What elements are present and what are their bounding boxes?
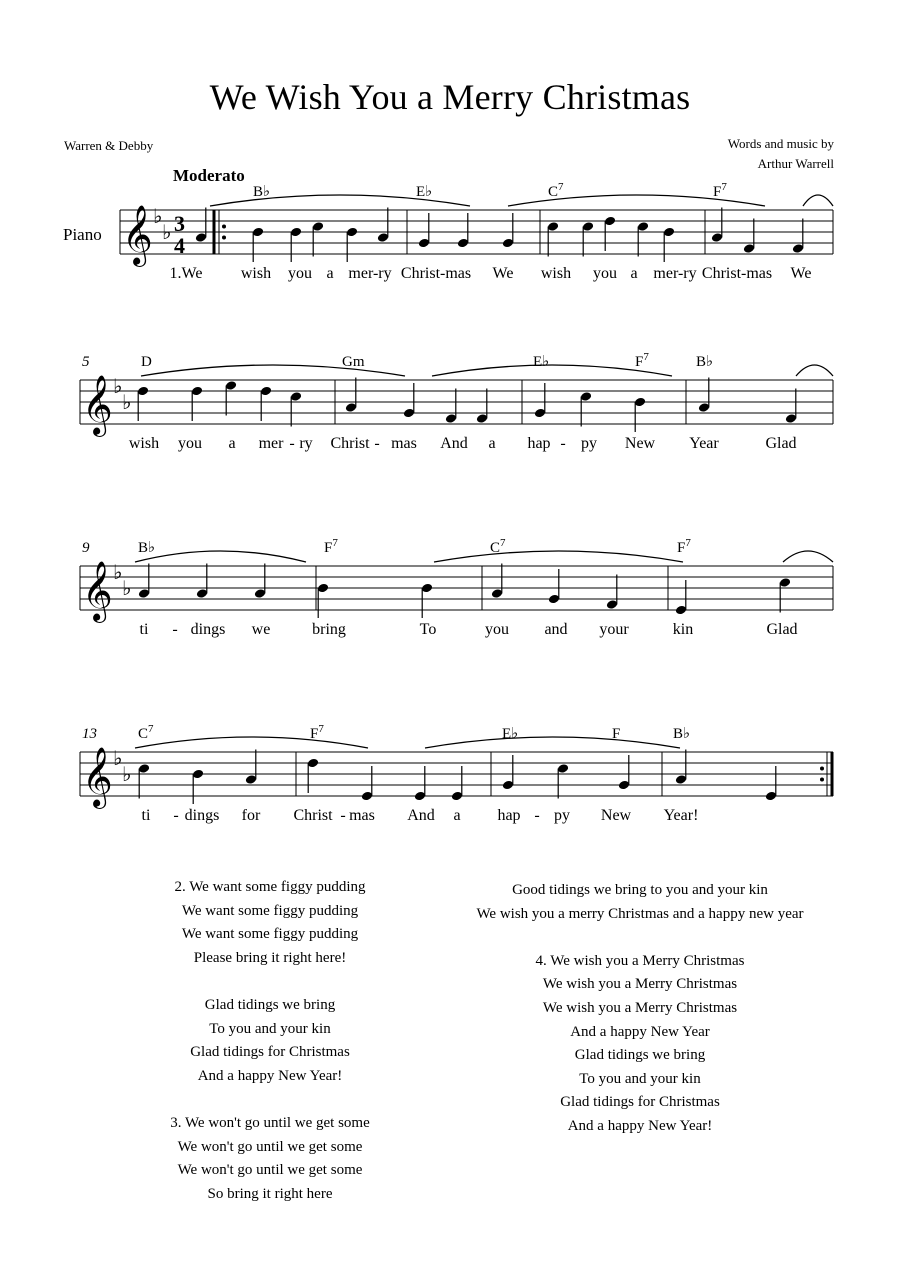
slur bbox=[434, 551, 683, 562]
lyric-syllable: a bbox=[630, 265, 638, 282]
chord-symbol: E♭ bbox=[416, 184, 433, 200]
slur bbox=[508, 195, 765, 206]
verse-line: To you and your kin bbox=[579, 1070, 701, 1087]
slur bbox=[135, 551, 306, 562]
flat-icon: ♭ bbox=[122, 390, 132, 414]
lyric-syllable: Christ bbox=[330, 435, 370, 452]
lyric-syllable: 1.We bbox=[169, 265, 203, 282]
verse-line: Glad tidings for Christmas bbox=[190, 1044, 350, 1061]
slur bbox=[135, 737, 368, 748]
verse-line: We want some figgy pudding bbox=[181, 902, 359, 919]
lyric-syllable: ti bbox=[139, 621, 149, 638]
chord-symbol: $F^7$ bbox=[677, 537, 691, 556]
time-signature-top: 3 bbox=[174, 211, 185, 236]
lyric-syllable: mer-ry bbox=[348, 265, 392, 282]
verse-line: To you and your kin bbox=[209, 1020, 331, 1037]
lyric-syllable: wish bbox=[240, 265, 272, 282]
chord-extension: 7 bbox=[643, 351, 649, 363]
chord-symbol: E♭ bbox=[502, 726, 519, 742]
verses-left-column bbox=[130, 876, 410, 1230]
lyric-syllable: - bbox=[173, 807, 179, 824]
verse-line: Glad tidings we bring bbox=[204, 996, 336, 1013]
slur bbox=[783, 551, 833, 562]
chord-symbol: Gm bbox=[342, 354, 365, 370]
chord-symbol: F bbox=[612, 726, 621, 742]
lyric-syllable: for bbox=[241, 807, 261, 824]
slur bbox=[141, 365, 405, 376]
lyric-syllable: hap bbox=[527, 435, 551, 452]
lyric-syllable: - bbox=[560, 435, 566, 452]
verse-line: Please bring it right here! bbox=[193, 949, 347, 966]
slur bbox=[796, 365, 833, 376]
chord-extension: 7 bbox=[685, 537, 691, 549]
lyric-syllable: a bbox=[228, 435, 236, 452]
lyric-syllable: a bbox=[453, 807, 461, 824]
lyric-syllable: And bbox=[440, 435, 468, 452]
lyric-syllable: New bbox=[624, 435, 656, 452]
verse-line: And a happy New Year! bbox=[567, 1117, 713, 1134]
verse-line: And a happy New Year! bbox=[197, 1067, 343, 1084]
verse-line: So bring it right here bbox=[207, 1185, 333, 1202]
lyric-syllable: you bbox=[178, 435, 202, 452]
chord-symbol: $F^7$ bbox=[310, 723, 324, 742]
lyric-syllable: you bbox=[593, 265, 617, 282]
treble-clef-icon: 𝄞 bbox=[122, 205, 153, 265]
flat-icon: ♭ bbox=[113, 374, 123, 398]
chord-extension: 7 bbox=[721, 181, 727, 193]
verse-stanza bbox=[450, 879, 830, 926]
lyric-syllable: - bbox=[289, 435, 295, 452]
lyric-syllable: dings bbox=[184, 807, 220, 824]
verse-line: 4. We wish you a Merry Christmas bbox=[535, 952, 745, 969]
verse-stanza bbox=[130, 1112, 410, 1206]
tempo-marking: Moderato bbox=[173, 166, 245, 185]
verse-stanza bbox=[130, 994, 410, 1088]
verse-line: 3. We won't go until we get some bbox=[170, 1114, 370, 1131]
repeat-dot bbox=[820, 767, 824, 771]
lyric-syllable: And bbox=[407, 807, 435, 824]
measure-number: 5 bbox=[82, 354, 90, 370]
verse-line: We want some figgy pudding bbox=[181, 926, 359, 943]
chord-extension: 7 bbox=[318, 723, 324, 735]
lyric-syllable: bring bbox=[312, 621, 346, 638]
lyric-syllable: hap bbox=[497, 807, 521, 824]
lyric-syllable: py bbox=[581, 435, 597, 452]
lyric-syllable: kin bbox=[672, 621, 694, 638]
composer-line-1: Words and music by bbox=[727, 136, 834, 151]
lyric-syllable: - bbox=[172, 621, 178, 638]
verse-line: Glad tidings we bring bbox=[574, 1047, 706, 1064]
verse-line: And a happy New Year bbox=[570, 1023, 710, 1040]
lyric-syllable: Year! bbox=[663, 807, 699, 824]
lyric-syllable: Christ-mas bbox=[400, 265, 472, 282]
lyric-syllable: wish bbox=[540, 265, 572, 282]
lyric-syllable: New bbox=[600, 807, 632, 824]
lyric-syllable: ry bbox=[299, 435, 313, 452]
lyric-syllable: mas bbox=[349, 807, 375, 824]
repeat-dot bbox=[820, 778, 824, 782]
slur bbox=[803, 195, 833, 206]
lyric-syllable: ti bbox=[141, 807, 151, 824]
lyric-syllable: Year bbox=[689, 435, 719, 452]
lyric-syllable: Glad bbox=[766, 621, 798, 638]
chord-symbol: $F^7$ bbox=[713, 181, 727, 200]
chord-symbol: $F^7$ bbox=[635, 351, 649, 370]
chord-symbol: B♭ bbox=[696, 354, 714, 370]
lyric-syllable: - bbox=[534, 807, 540, 824]
page-title: We Wish You a Merry Christmas bbox=[209, 77, 691, 117]
treble-clef-icon: 𝄞 bbox=[82, 375, 113, 435]
composer-line-2: Arthur Warrell bbox=[757, 156, 834, 171]
chord-symbol: B♭ bbox=[673, 726, 691, 742]
lyric-syllable: Christ-mas bbox=[701, 265, 773, 282]
chord-symbol: $C^7$ bbox=[490, 537, 506, 556]
chord-extension: 7 bbox=[558, 181, 564, 193]
lyric-syllable: you bbox=[288, 265, 312, 282]
chord-extension: 7 bbox=[332, 537, 338, 549]
repeat-dot bbox=[222, 225, 226, 229]
staff-system bbox=[80, 351, 833, 452]
chord-symbol: $F^7$ bbox=[324, 537, 338, 556]
chord-symbol: E♭ bbox=[533, 354, 550, 370]
staff-system bbox=[80, 723, 833, 824]
instrument-label: Piano bbox=[63, 225, 102, 244]
arranger-credit: Warren & Debby bbox=[64, 138, 154, 153]
staff-system bbox=[120, 181, 833, 282]
lyric-syllable: Christ bbox=[293, 807, 333, 824]
measure-number: 9 bbox=[82, 540, 90, 556]
lyric-syllable: Glad bbox=[765, 435, 797, 452]
repeat-dot bbox=[222, 236, 226, 240]
verse-line: We wish you a Merry Christmas bbox=[542, 976, 738, 993]
treble-clef-icon: 𝄞 bbox=[82, 747, 113, 807]
flat-icon: ♭ bbox=[153, 204, 163, 228]
verse-line: We won't go until we get some bbox=[177, 1138, 363, 1155]
flat-icon: ♭ bbox=[122, 576, 132, 600]
lyric-syllable: - bbox=[340, 807, 346, 824]
verse-line: Glad tidings for Christmas bbox=[560, 1094, 720, 1111]
flat-icon: ♭ bbox=[122, 762, 132, 786]
verse-line: We wish you a Merry Christmas bbox=[542, 999, 738, 1016]
treble-clef-icon: 𝄞 bbox=[82, 561, 113, 621]
chord-symbol: D bbox=[141, 354, 152, 370]
lyric-syllable: We bbox=[492, 265, 514, 282]
lyric-syllable: mer bbox=[258, 435, 284, 452]
lyric-syllable: mas bbox=[391, 435, 417, 452]
verse-line: Good tidings we bring to you and your kin bbox=[512, 882, 768, 898]
lyric-syllable: dings bbox=[190, 621, 226, 638]
lyric-syllable: and bbox=[544, 621, 568, 638]
lyric-syllable: To bbox=[419, 621, 437, 638]
time-signature-bottom: 4 bbox=[174, 233, 185, 258]
lyric-syllable: you bbox=[485, 621, 509, 638]
verse-stanza bbox=[130, 876, 410, 970]
flat-icon: ♭ bbox=[113, 560, 123, 584]
verse-stanza bbox=[450, 950, 830, 1139]
chord-symbol: $C^7$ bbox=[138, 723, 154, 742]
lyric-syllable: py bbox=[554, 807, 570, 824]
measure-number: 13 bbox=[82, 726, 97, 742]
verse-line: We won't go until we get some bbox=[177, 1162, 363, 1179]
chord-symbol: B♭ bbox=[138, 540, 156, 556]
lyric-syllable: - bbox=[374, 435, 380, 452]
lyric-syllable: a bbox=[488, 435, 496, 452]
lyric-syllable: we bbox=[251, 621, 271, 638]
chord-extension: 7 bbox=[148, 723, 154, 735]
chord-extension: 7 bbox=[500, 537, 506, 549]
chord-symbol: B♭ bbox=[253, 184, 271, 200]
verse-line: 2. We want some figgy pudding bbox=[174, 879, 366, 895]
verses-right-column bbox=[450, 879, 830, 1162]
slur bbox=[425, 737, 680, 748]
verse-line: We wish you a merry Christmas and a happy new year bbox=[476, 905, 804, 922]
lyric-syllable: your bbox=[599, 621, 629, 638]
flat-icon: ♭ bbox=[162, 220, 172, 244]
lyric-syllable: a bbox=[326, 265, 334, 282]
lyric-syllable: wish bbox=[128, 435, 160, 452]
staff-system bbox=[80, 537, 833, 638]
lyric-syllable: We bbox=[790, 265, 812, 282]
flat-icon: ♭ bbox=[113, 746, 123, 770]
chord-symbol: $C^7$ bbox=[548, 181, 564, 200]
lyric-syllable: mer-ry bbox=[653, 265, 697, 282]
